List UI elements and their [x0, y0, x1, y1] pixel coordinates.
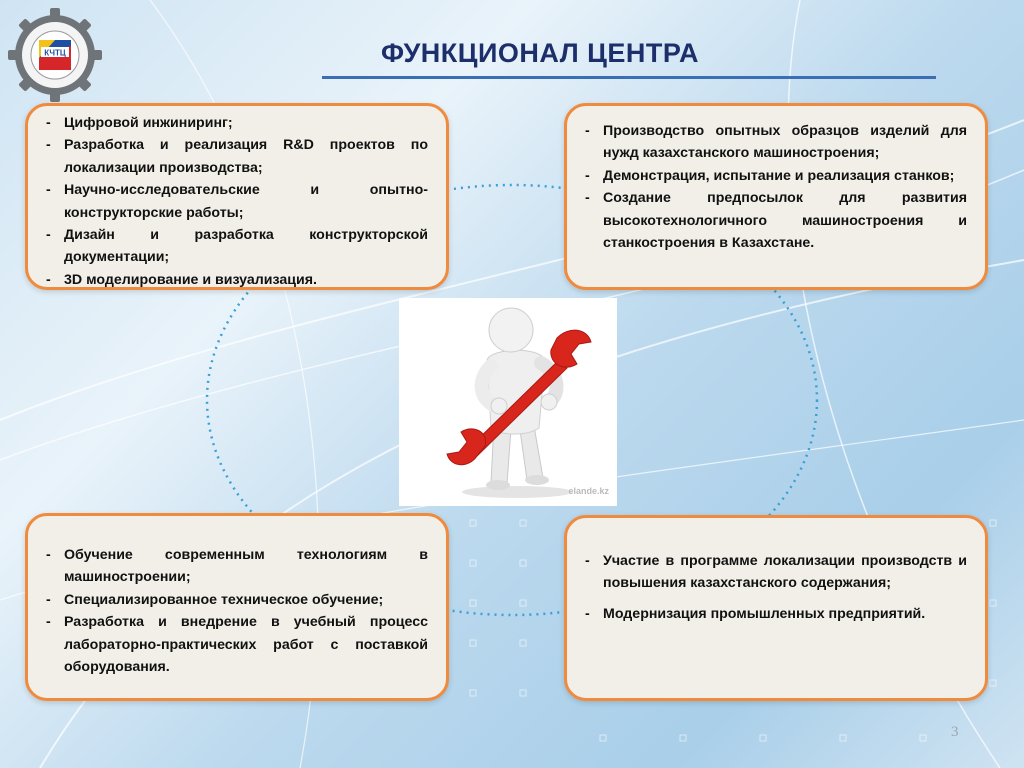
person-with-wrench-icon: [399, 298, 617, 506]
list-item: - 3D моделирование и визуализация.: [42, 269, 428, 291]
list-item: - Производство опытных образцов изделий для нужд казахстанского машиностроения;: [581, 120, 967, 165]
page-number: 3: [951, 724, 959, 740]
gear-logo-icon: [6, 6, 104, 104]
list-item: - Дизайн и разработка конструкторской документации;: [42, 224, 428, 269]
company-logo: [6, 6, 104, 104]
list-item: - Разработка и реализация R&D проектов по локализации производства;: [42, 134, 428, 179]
list-item: - Создание предпосылок для развития высокотехнологичного машиностроения и станкостроения в Казахстане.: [581, 187, 967, 254]
card-training: [25, 513, 449, 701]
image-watermark: elande.kz: [568, 486, 609, 496]
center-illustration: [399, 298, 617, 506]
list-item: - Специализированное техническое обучение;: [42, 589, 428, 611]
list-item: - Демонстрация, испытание и реализация станков;: [581, 165, 967, 187]
list-item: - Модернизация промышленных предприятий.: [581, 603, 967, 625]
card-localization: [564, 515, 988, 701]
card-production: [564, 103, 988, 290]
list-item: - Научно-исследовательские и опытно-конструкторские работы;: [42, 179, 428, 224]
title-underline: [322, 76, 936, 79]
logo-text: КЧТЦ: [44, 48, 66, 58]
list-item: - Цифровой инжиниринг;: [42, 112, 428, 134]
list-item: - Участие в программе локализации производств и повышения казахстанского содержания;: [581, 550, 967, 595]
page-title: ФУНКЦИОНАЛ ЦЕНТРА: [380, 38, 700, 68]
list-item: - Разработка и внедрение в учебный процесс лабораторно-практических работ с поставкой оборудования.: [42, 611, 428, 678]
card-engineering: [25, 103, 449, 290]
list-item: - Обучение современным технологиям в машиностроении;: [42, 544, 428, 589]
